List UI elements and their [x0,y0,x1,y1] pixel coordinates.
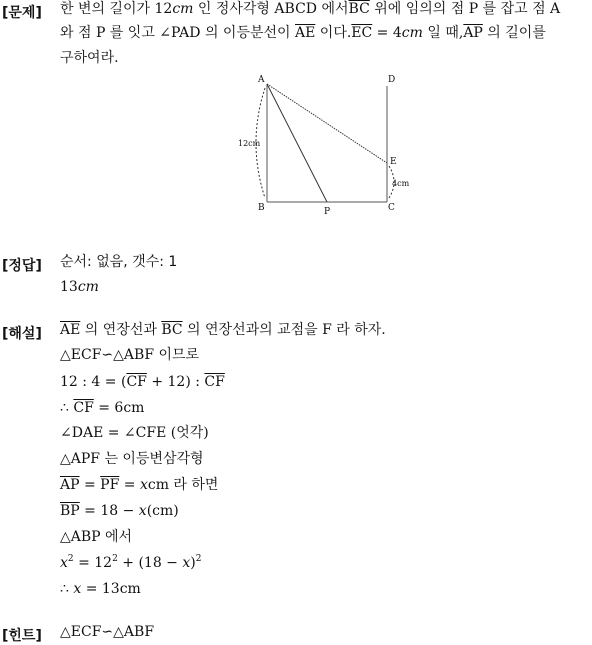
answer-value: 13cm [60,279,99,295]
solution-line-1: $\overline{AE}$ 의 연장선과 $\overline{BC}$ 의 연장선과의 교점을 F 라 하자. [60,322,386,338]
solution-line-6: △APF 는 이등변삼각형 [60,451,204,467]
solution-line-3: 12 : $4 = (\overline{CF} + 12)$ : $\overline{CF}$ [60,374,225,390]
point-p-label: P [324,207,331,217]
problem-line-3: 구하여라. [60,50,119,66]
answer-meta: 순서: 없음, 갯수: 1 [60,254,178,270]
solution-line-2: △ECF∽△ABF 이므로 [60,347,200,363]
point-e-label: E [390,157,397,167]
problem-label: [문제] [2,5,42,21]
point-b-label: B [258,203,265,213]
geometry-figure [0,0,592,220]
hint-label: [힌트] [2,628,42,644]
solution-label: [해설] [2,326,42,342]
problem-line-1: 한 변의 길이가 12cm 인 정사각형 ABCD 에서$\overline{BC}$ 위에 임의의 점 P 를 잡고 점 A [60,1,561,17]
solution-line-8: $\overline{BP} = 18 - x(cm)$ [60,503,179,519]
solution-line-10: $x^2 = 12^2 + (18 - x)^2$ [60,554,202,571]
segment-ae [267,84,387,163]
problem-line-2: 와 점 P 를 잇고 ∠PAD 의 이등분선이 $\overline{AE}$ 이다$.\overline{EC} = 4cm$ 일 때$,\overline{AP}$ 의 길이를 [60,25,546,41]
solution-line-4: ∴ $\overline{CF} = 6cm$ [60,400,145,416]
point-d-label: D [388,75,396,85]
solution-line-9: △ABP 에서 [60,529,133,545]
hint-line: △ECF∽△ABF [60,624,155,640]
answer-label: [정답] [2,258,42,274]
point-c-label: C [388,203,395,213]
side-length-label: 12cm [238,139,261,148]
solution-line-7: $\overline{AP} = \overline{PF}$ = xcm 라 하면 [60,477,219,493]
segment-ap [267,84,327,202]
solution-line-5: ∠DAE = ∠CFE (엇각) [60,425,209,441]
ec-length-label: 4cm [392,179,410,188]
solution-line-11: ∴ x = 13cm [60,581,141,597]
point-a-label: A [258,75,265,85]
